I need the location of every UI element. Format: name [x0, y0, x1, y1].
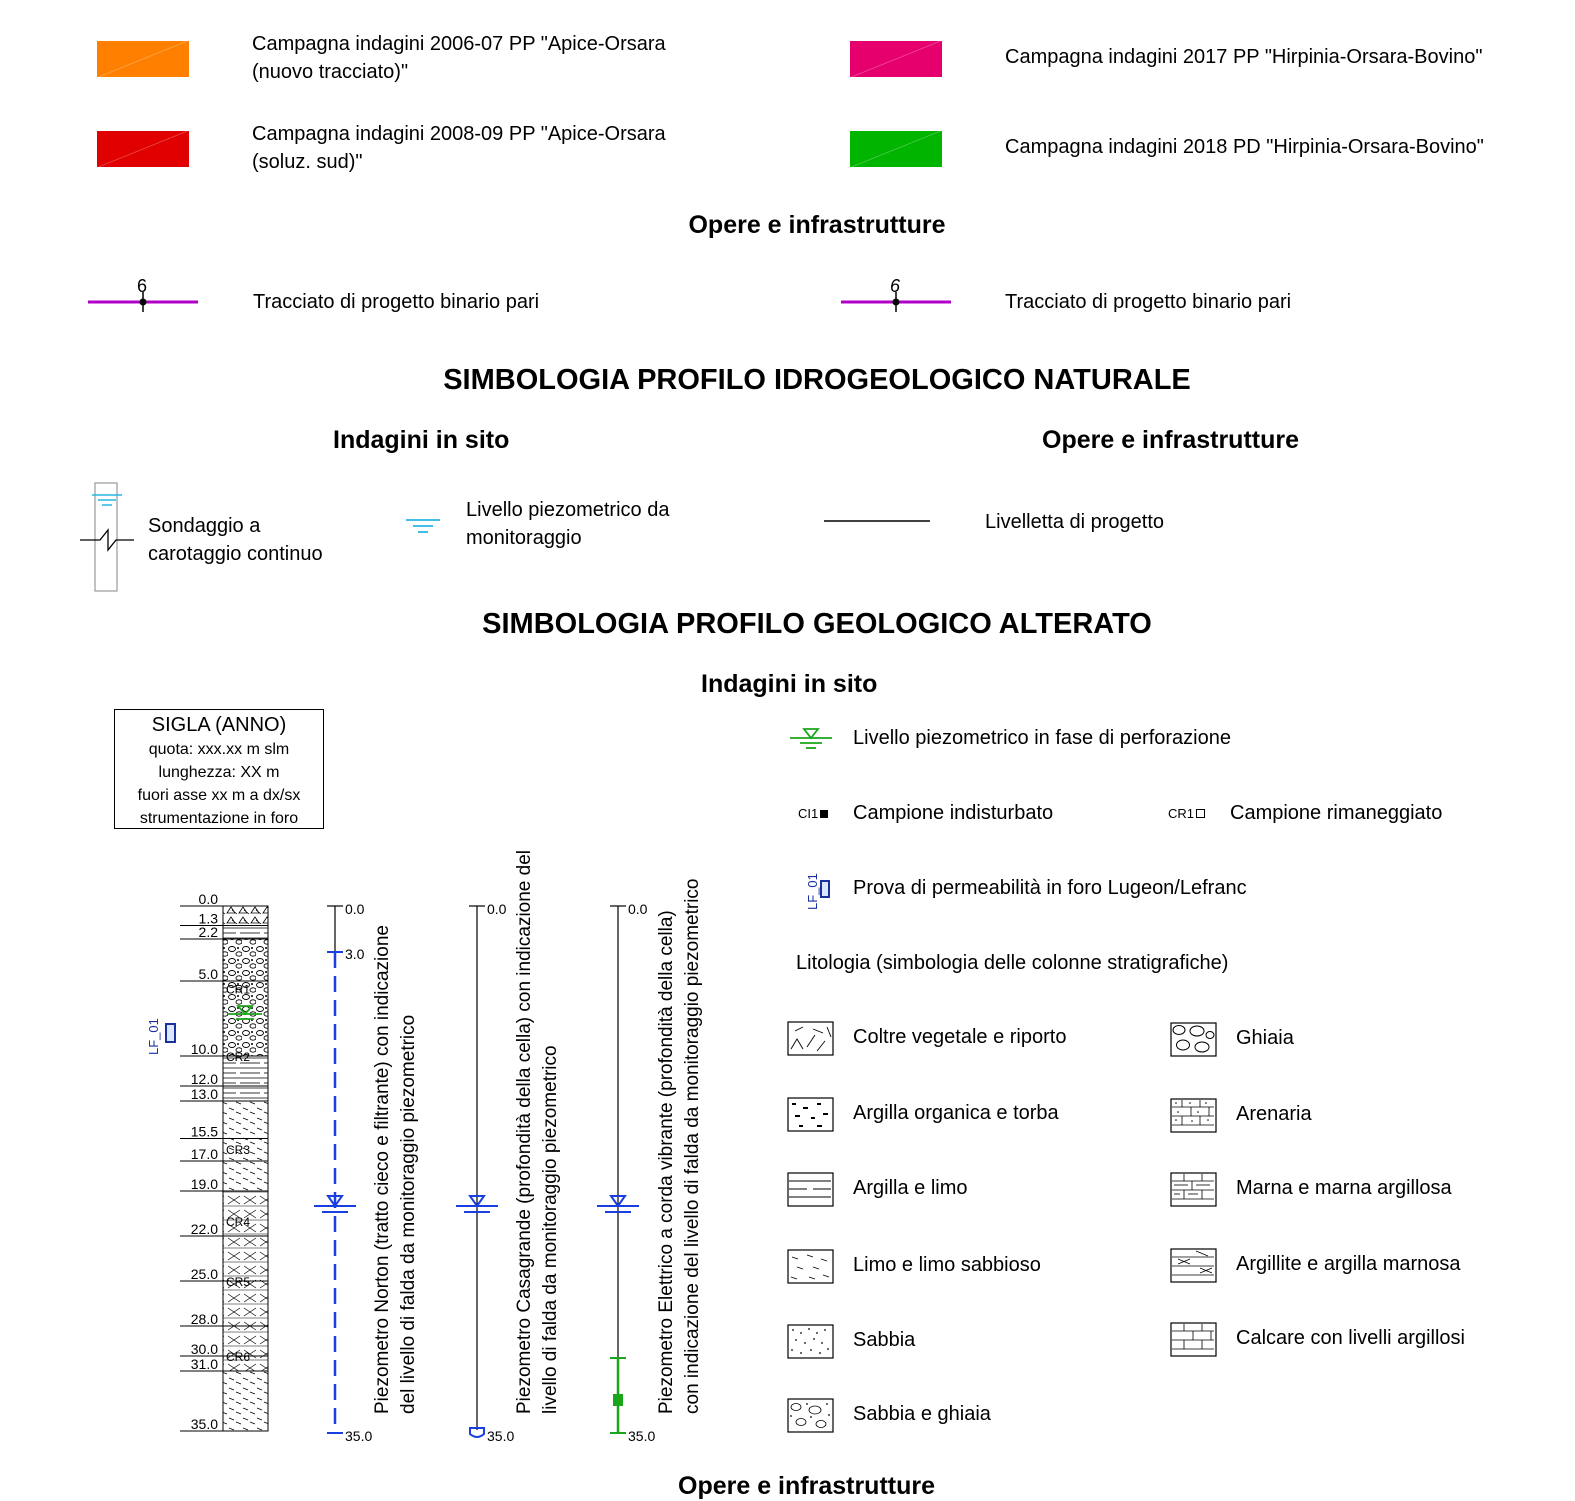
lithology-swatch-coltre: [787, 1021, 835, 1062]
lithology-swatch-ghiaia: [1170, 1022, 1218, 1063]
depth-label: 31.0: [190, 1356, 218, 1372]
borehole-symbol: [78, 480, 138, 595]
depth-label: 28.0: [190, 1311, 218, 1327]
column-layer: [223, 1191, 268, 1236]
permeability-test-label: Prova di permeabilità in foro Lugeon/Lefranc: [853, 877, 1247, 899]
lithology-label-marna: Marna e marna argillosa: [1236, 1177, 1452, 1199]
idro-indagini-heading: Indagini in sito: [333, 426, 510, 454]
elettrico-top: 0.0: [628, 901, 648, 917]
lithology-label-sabbiaghiaia: Sabbia e ghiaia: [853, 1403, 991, 1425]
opere-heading-top: Opere e infrastrutture: [688, 211, 946, 239]
campaign-swatch-2017: [850, 41, 942, 77]
lithology-label-calcare: Calcare con livelli argillosi: [1236, 1327, 1465, 1349]
water-level-monitoring-icon: [403, 512, 443, 537]
lithology-swatch-organica: [787, 1097, 835, 1138]
stratigraphic-column: [130, 885, 280, 1445]
undisturbed-sample-code: CI1: [798, 806, 828, 821]
piezometer-casagrande: [456, 901, 514, 1444]
lithology-heading: Litologia (simbologia delle colonne stratigrafiche): [796, 952, 1229, 974]
lithology-swatch-calcare: [1170, 1322, 1218, 1363]
norton-mid: 3.0: [345, 946, 365, 962]
column-layer: [223, 1161, 268, 1191]
column-layer: [223, 926, 268, 940]
campaign-swatch-2008: [97, 131, 189, 167]
lithology-label-limo: Limo e limo sabbioso: [853, 1254, 1041, 1276]
elettrico-description: Piezometro Elettrico a corda vibrante (profondità della cella) con indicazione del livello di falda da monitoraggio piezometrico: [656, 878, 703, 1414]
idro-title: SIMBOLOGIA PROFILO IDROGEOLOGICO NATURALE: [443, 364, 1191, 396]
lithology-label-coltre: Coltre vegetale e riporto: [853, 1026, 1067, 1048]
sample-label: CR6: [226, 1350, 251, 1364]
depth-label: 17.0: [190, 1146, 218, 1162]
remolded-sample-code: CR1: [1168, 806, 1205, 821]
drilling-water-level-label: Livello piezometrico in fase di perforazione: [853, 727, 1231, 749]
sample-label: CR1: [226, 982, 251, 997]
sigla-lunghezza: lunghezza: XX m: [158, 764, 280, 781]
piezometers: [300, 890, 700, 1450]
campaign-label-2017: Campagna indagini 2017 PP "Hirpinia-Orsara-Bovino": [1005, 46, 1483, 68]
piezometer-elettrico: [597, 901, 655, 1444]
undisturbed-sample-label: Campione indisturbato: [853, 802, 1054, 824]
lithology-label-argillite: Argillite e argilla marnosa: [1236, 1253, 1461, 1275]
geo-title: SIMBOLOGIA PROFILO GEOLOGICO ALTERATO: [482, 608, 1152, 640]
casagrande-description: Piezometro Casagrande (profondità della cella) con indicazione del livello di falda da monitoraggio piezometrico: [514, 850, 561, 1414]
alignment-symbol-right: [838, 272, 958, 317]
idro-opere-heading: Opere e infrastrutture: [1042, 426, 1300, 454]
lithology-swatch-argillite: [1170, 1248, 1218, 1289]
depth-label: 5.0: [198, 966, 218, 982]
norton-description: Piezometro Norton (tratto cieco e filtrante) con indicazione del livello di falda da monitoraggio piezometrico: [372, 925, 419, 1414]
geo-opere-heading: Opere e infrastrutture: [678, 1472, 936, 1500]
column-layer: [223, 1371, 268, 1431]
depth-label: 30.0: [190, 1341, 218, 1357]
lithology-label-organica: Argilla organica e torba: [853, 1102, 1059, 1124]
sigla-quota: quota: xxx.xx m slm: [148, 741, 290, 758]
campaign-label-2006: Campagna indagini 2006-07 PP "Apice-Orsara (nuovo tracciato)": [252, 33, 666, 83]
km-label-left: 6: [137, 276, 148, 296]
depth-label: 35.0: [190, 1416, 218, 1432]
depth-label: 25.0: [190, 1266, 218, 1282]
lithology-swatch-sabbiaghiaia: [787, 1398, 835, 1439]
sample-label: CR2: [226, 1050, 251, 1064]
borehole-label: Sondaggio a carotaggio continuo: [148, 515, 323, 565]
design-grade-line: [822, 515, 934, 527]
column-layer: [223, 906, 268, 926]
piezometer-norton: [314, 901, 372, 1444]
sigla-strumentazione: strumentazione in foro: [139, 810, 299, 827]
depth-label: 2.2: [198, 924, 218, 940]
casagrande-bot: 35.0: [487, 1428, 515, 1444]
casagrande-top: 0.0: [487, 901, 507, 917]
alignment-symbol-left: [85, 272, 205, 317]
depth-label: 15.5: [190, 1123, 218, 1140]
lithology-swatch-marna: [1170, 1172, 1218, 1213]
depth-label: 1.3: [198, 910, 218, 927]
lithology-label-arenaria: Arenaria: [1236, 1103, 1312, 1125]
geo-indagini-heading: Indagini in sito: [701, 670, 878, 698]
alignment-label-left: Tracciato di progetto binario pari: [253, 291, 540, 313]
lithology-swatch-limo: [787, 1249, 835, 1290]
lf-marker-label: LF_01: [146, 1018, 161, 1055]
sigla-title: SIGLA (ANNO): [151, 714, 287, 736]
campaign-label-2008: Campagna indagini 2008-09 PP "Apice-Orsara (soluz. sud)": [252, 123, 666, 173]
remolded-sample-label: Campione rimaneggiato: [1230, 802, 1443, 824]
lithology-swatch-arenaria: [1170, 1098, 1218, 1139]
column-layer: [223, 939, 268, 981]
elettrico-bot: 35.0: [628, 1428, 656, 1444]
lithology-swatch-sabbia: [787, 1324, 835, 1365]
depth-label: 13.0: [190, 1086, 218, 1102]
sigla-fuori-asse: fuori asse xx m a dx/sx: [137, 787, 301, 804]
lithology-label-argilla: Argilla e limo: [853, 1177, 968, 1199]
permeability-test-icon: LF_01: [800, 868, 836, 913]
campaign-swatch-2006: [97, 41, 189, 77]
depth-label: 10.0: [190, 1041, 218, 1057]
lithology-label-sabbia: Sabbia: [853, 1329, 916, 1351]
borehole-info-box: [114, 709, 324, 829]
alignment-label-right: Tracciato di progetto binario pari: [1005, 291, 1292, 313]
campaign-label-2018: Campagna indagini 2018 PD "Hirpinia-Orsara-Bovino": [1005, 136, 1484, 158]
lithology-label-ghiaia: Ghiaia: [1236, 1027, 1294, 1049]
km-label-right: 6: [890, 276, 901, 296]
sample-label: CR3: [226, 1143, 251, 1157]
drilling-water-level-icon: [788, 727, 834, 751]
design-grade-label: Livelletta di progetto: [985, 511, 1165, 533]
norton-top: 0.0: [345, 901, 365, 917]
lf-marker-icon: [165, 1023, 176, 1043]
campaign-swatch-2018: [850, 131, 942, 167]
depth-label: 12.0: [190, 1071, 218, 1087]
water-level-monitoring-label: Livello piezometrico da monitoraggio: [466, 499, 670, 549]
sample-label: CR4: [226, 1215, 251, 1229]
depth-label: 0.0: [198, 891, 218, 907]
sample-label: CR5: [226, 1275, 251, 1289]
norton-bot: 35.0: [345, 1428, 373, 1444]
column-layer: [223, 1101, 268, 1139]
lithology-swatch-argilla: [787, 1172, 835, 1213]
column-layer: [223, 1086, 268, 1101]
depth-label: 19.0: [190, 1176, 218, 1192]
depth-label: 22.0: [190, 1221, 218, 1237]
